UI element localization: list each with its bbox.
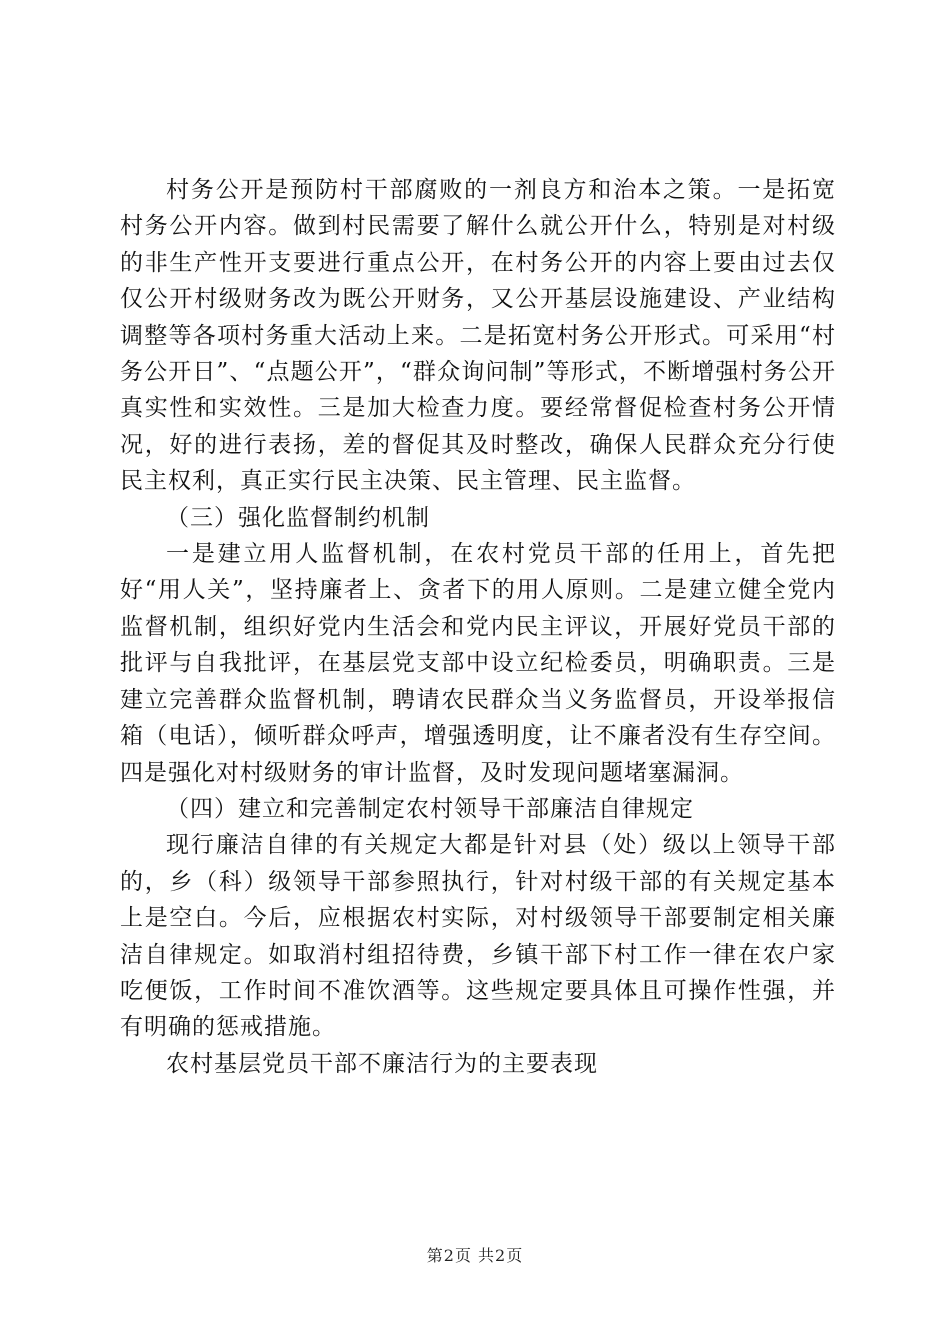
document-body (120, 172, 836, 1082)
paragraph-village-affairs-openness: 村务公开是预防村干部腐败的一剂良方和治本之策。一是拓宽村务公开内容。做到村民需要了解什么就公开什么，特别是对村级的非生产性开支要进行重点公开，在村务公开的内容上要由过去仅仅公开村级财务改为既公开财务，又公开基层设施建设、产业结构调整等各项村务重大活动上来。二是拓宽村务公开形式。可采用“村务公开日”、“点题公开”，“群众询问制”等形式，不断增强村务公开真实性和实效性。三是加大检查力度。要经常督促检查村务公开情况，好的进行表扬，差的督促其及时整改，确保人民群众充分行使民主权利，真正实行民主决策、民主管理、民主监督。 (120, 177, 836, 495)
paragraph-supervision-mechanism: 一是建立用人监督机制，在农村党员干部的任用上，首先把好“用人关”，坚持廉者上、贪者下的用人原则。二是建立健全党内监督机制，组织好党内生活会和党内民主评议，开展好党员干部的批评与自我批评，在基层党支部中设立纪检委员，明确职责。三是建立完善群众监督机制，聘请农民群众当义务监督员，开设举报信箱（电话），倾听群众呼声，增强透明度，让不廉者没有生存空间。四是强化对村级财务的审计监督，及时发现问题堵塞漏洞。 (120, 541, 836, 786)
paragraph-self-discipline-rules: 现行廉洁自律的有关规定大都是针对县（处）级以上领导干部的，乡（科）级领导干部参照执行，针对村级干部的有关规定基本上是空白。今后，应根据农村实际，对村级领导干部要制定相关廉洁自律规定。如取消村组招待费，乡镇干部下村工作一律在农户家吃便饭，工作时间不准饮酒等。这些规定要具体且可操作性强，并有明确的惩戒措施。 (120, 832, 836, 1041)
page-footer: 第2页 共2页 (426, 1246, 524, 1265)
paragraph-closing-title: 农村基层党员干部不廉洁行为的主要表现 (166, 1050, 598, 1077)
section-heading-3: （三）强化监督制约机制 (166, 504, 430, 531)
section-heading-4: （四）建立和完善制定农村领导干部廉洁自律规定 (166, 795, 694, 822)
